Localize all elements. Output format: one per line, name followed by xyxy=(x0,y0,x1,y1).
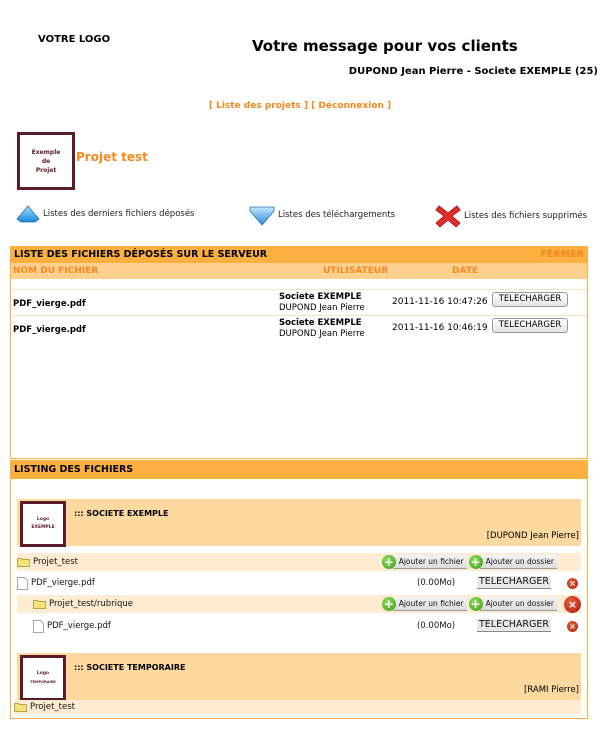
panel-title: LISTING DES FICHIERS xyxy=(14,464,134,475)
file-date: 2011-11-16 10:47:26 xyxy=(392,297,488,307)
col-date: DATE xyxy=(452,266,479,276)
company-user: [DUPOND Jean Pierre] xyxy=(486,531,579,541)
file-icon xyxy=(33,620,44,633)
logo-line: Logo xyxy=(36,671,50,676)
col-filename: NOM DU FICHIER xyxy=(13,266,99,276)
folder-name: Projet_test xyxy=(30,702,75,712)
file-date: 2011-11-16 10:46:19 xyxy=(392,323,488,333)
user-info: DUPOND Jean Pierre - Societe EXEMPLE (25) xyxy=(348,66,598,77)
panel-title: LISTE DES FICHIERS DÉPOSÉS SUR LE SERVEUR xyxy=(14,249,268,260)
company-name: ::: SOCIETE EXEMPLE xyxy=(74,509,169,518)
company-name: ::: SOCIETE TEMPORAIRE xyxy=(74,663,186,672)
folder-icon xyxy=(17,557,30,567)
top-nav xyxy=(0,101,600,111)
company-block xyxy=(17,653,581,700)
thumb-line: Exemple xyxy=(31,148,61,156)
folder-actions xyxy=(380,553,557,571)
logo-line: TEMPORAIRE xyxy=(30,680,56,684)
company: Societe EXEMPLE xyxy=(279,318,362,328)
project-title: Projet test xyxy=(76,150,148,164)
projects-list-link[interactable]: [ Liste des projets ] xyxy=(208,101,309,111)
folder-row[interactable] xyxy=(17,553,581,571)
file-user xyxy=(279,292,365,314)
folder-icon xyxy=(33,599,46,609)
download-button[interactable]: TELECHARGER xyxy=(492,292,568,307)
legend-uploads-label: Listes des derniers fichiers déposés xyxy=(43,209,195,219)
company-logo xyxy=(20,655,66,701)
download-button[interactable]: TELECHARGER xyxy=(479,619,549,630)
legend-deleted-label: Listes des fichiers supprimés xyxy=(464,211,588,221)
logout-link[interactable]: [ Déconnexion ] xyxy=(311,101,392,111)
col-user: UTILISATEUR xyxy=(323,266,389,276)
legend-downloads-label: Listes des téléchargements xyxy=(278,210,396,220)
panel-header xyxy=(11,246,587,263)
file-name: PDF_vierge.pdf xyxy=(13,299,86,309)
file-name: PDF_vierge.pdf xyxy=(31,578,95,588)
file-name: PDF_vierge.pdf xyxy=(13,325,86,335)
table-row xyxy=(11,315,587,341)
folder-row[interactable] xyxy=(14,700,581,714)
add-file-label: Ajouter un fichier xyxy=(393,555,467,569)
table-row xyxy=(11,289,587,315)
logo-line: Logo xyxy=(36,517,50,522)
legend-deleted[interactable] xyxy=(435,204,587,228)
logo-line: EXEMPLE xyxy=(31,525,55,530)
add-folder-button[interactable] xyxy=(469,597,557,611)
download-button[interactable]: TELECHARGER xyxy=(492,318,568,333)
arrow-down-icon xyxy=(249,204,275,226)
user: DUPOND Jean Pierre xyxy=(279,329,365,339)
add-file-button[interactable] xyxy=(382,555,467,569)
legend-downloads[interactable] xyxy=(249,204,395,226)
folder-name: Projet_test/rubrique xyxy=(49,599,133,609)
delete-folder-icon[interactable]: × xyxy=(564,596,581,613)
column-headers xyxy=(11,263,587,279)
arrow-up-icon xyxy=(16,204,40,224)
plus-icon: + xyxy=(383,597,394,611)
company: Societe EXEMPLE xyxy=(279,292,362,302)
file-size: (0.00Mo) xyxy=(417,621,456,631)
plus-icon: + xyxy=(383,555,394,569)
add-folder-label: Ajouter un dossier xyxy=(480,555,557,569)
folder-row[interactable] xyxy=(17,595,581,613)
delete-icon[interactable]: × xyxy=(567,621,578,632)
uploaded-files-panel xyxy=(10,246,588,459)
file-user xyxy=(279,318,365,340)
file-row xyxy=(17,617,581,635)
file-icon xyxy=(17,577,28,590)
delete-icon[interactable]: × xyxy=(567,578,578,589)
add-file-button[interactable] xyxy=(382,597,467,611)
red-x-icon xyxy=(435,204,461,228)
plus-icon: + xyxy=(470,555,481,569)
close-button[interactable]: FERMER xyxy=(540,249,584,260)
download-button[interactable]: TELECHARGER xyxy=(479,576,549,587)
thumb-line: de xyxy=(41,157,51,165)
file-name: PDF_vierge.pdf xyxy=(47,621,111,631)
page-title: Votre message pour vos clients xyxy=(252,37,518,55)
file-listing-panel xyxy=(10,460,588,719)
folder-icon xyxy=(14,702,27,712)
legend-uploads[interactable] xyxy=(16,204,195,224)
file-size: (0.00Mo) xyxy=(417,578,456,588)
add-file-label: Ajouter un fichier xyxy=(393,597,467,611)
logo-text: VOTRE LOGO xyxy=(38,34,111,45)
project-thumbnail xyxy=(17,132,75,190)
add-folder-button[interactable] xyxy=(469,555,557,569)
plus-icon: + xyxy=(470,597,481,611)
add-folder-label: Ajouter un dossier xyxy=(480,597,557,611)
company-block xyxy=(17,499,581,546)
folder-name: Projet_test xyxy=(33,557,78,567)
company-logo xyxy=(20,501,66,547)
panel-header xyxy=(11,460,587,479)
user: DUPOND Jean Pierre xyxy=(279,303,365,313)
thumb-line: Projet xyxy=(35,166,57,174)
folder-actions xyxy=(380,595,557,613)
file-row xyxy=(17,574,581,592)
company-user: [RAMI Pierre] xyxy=(524,685,579,695)
